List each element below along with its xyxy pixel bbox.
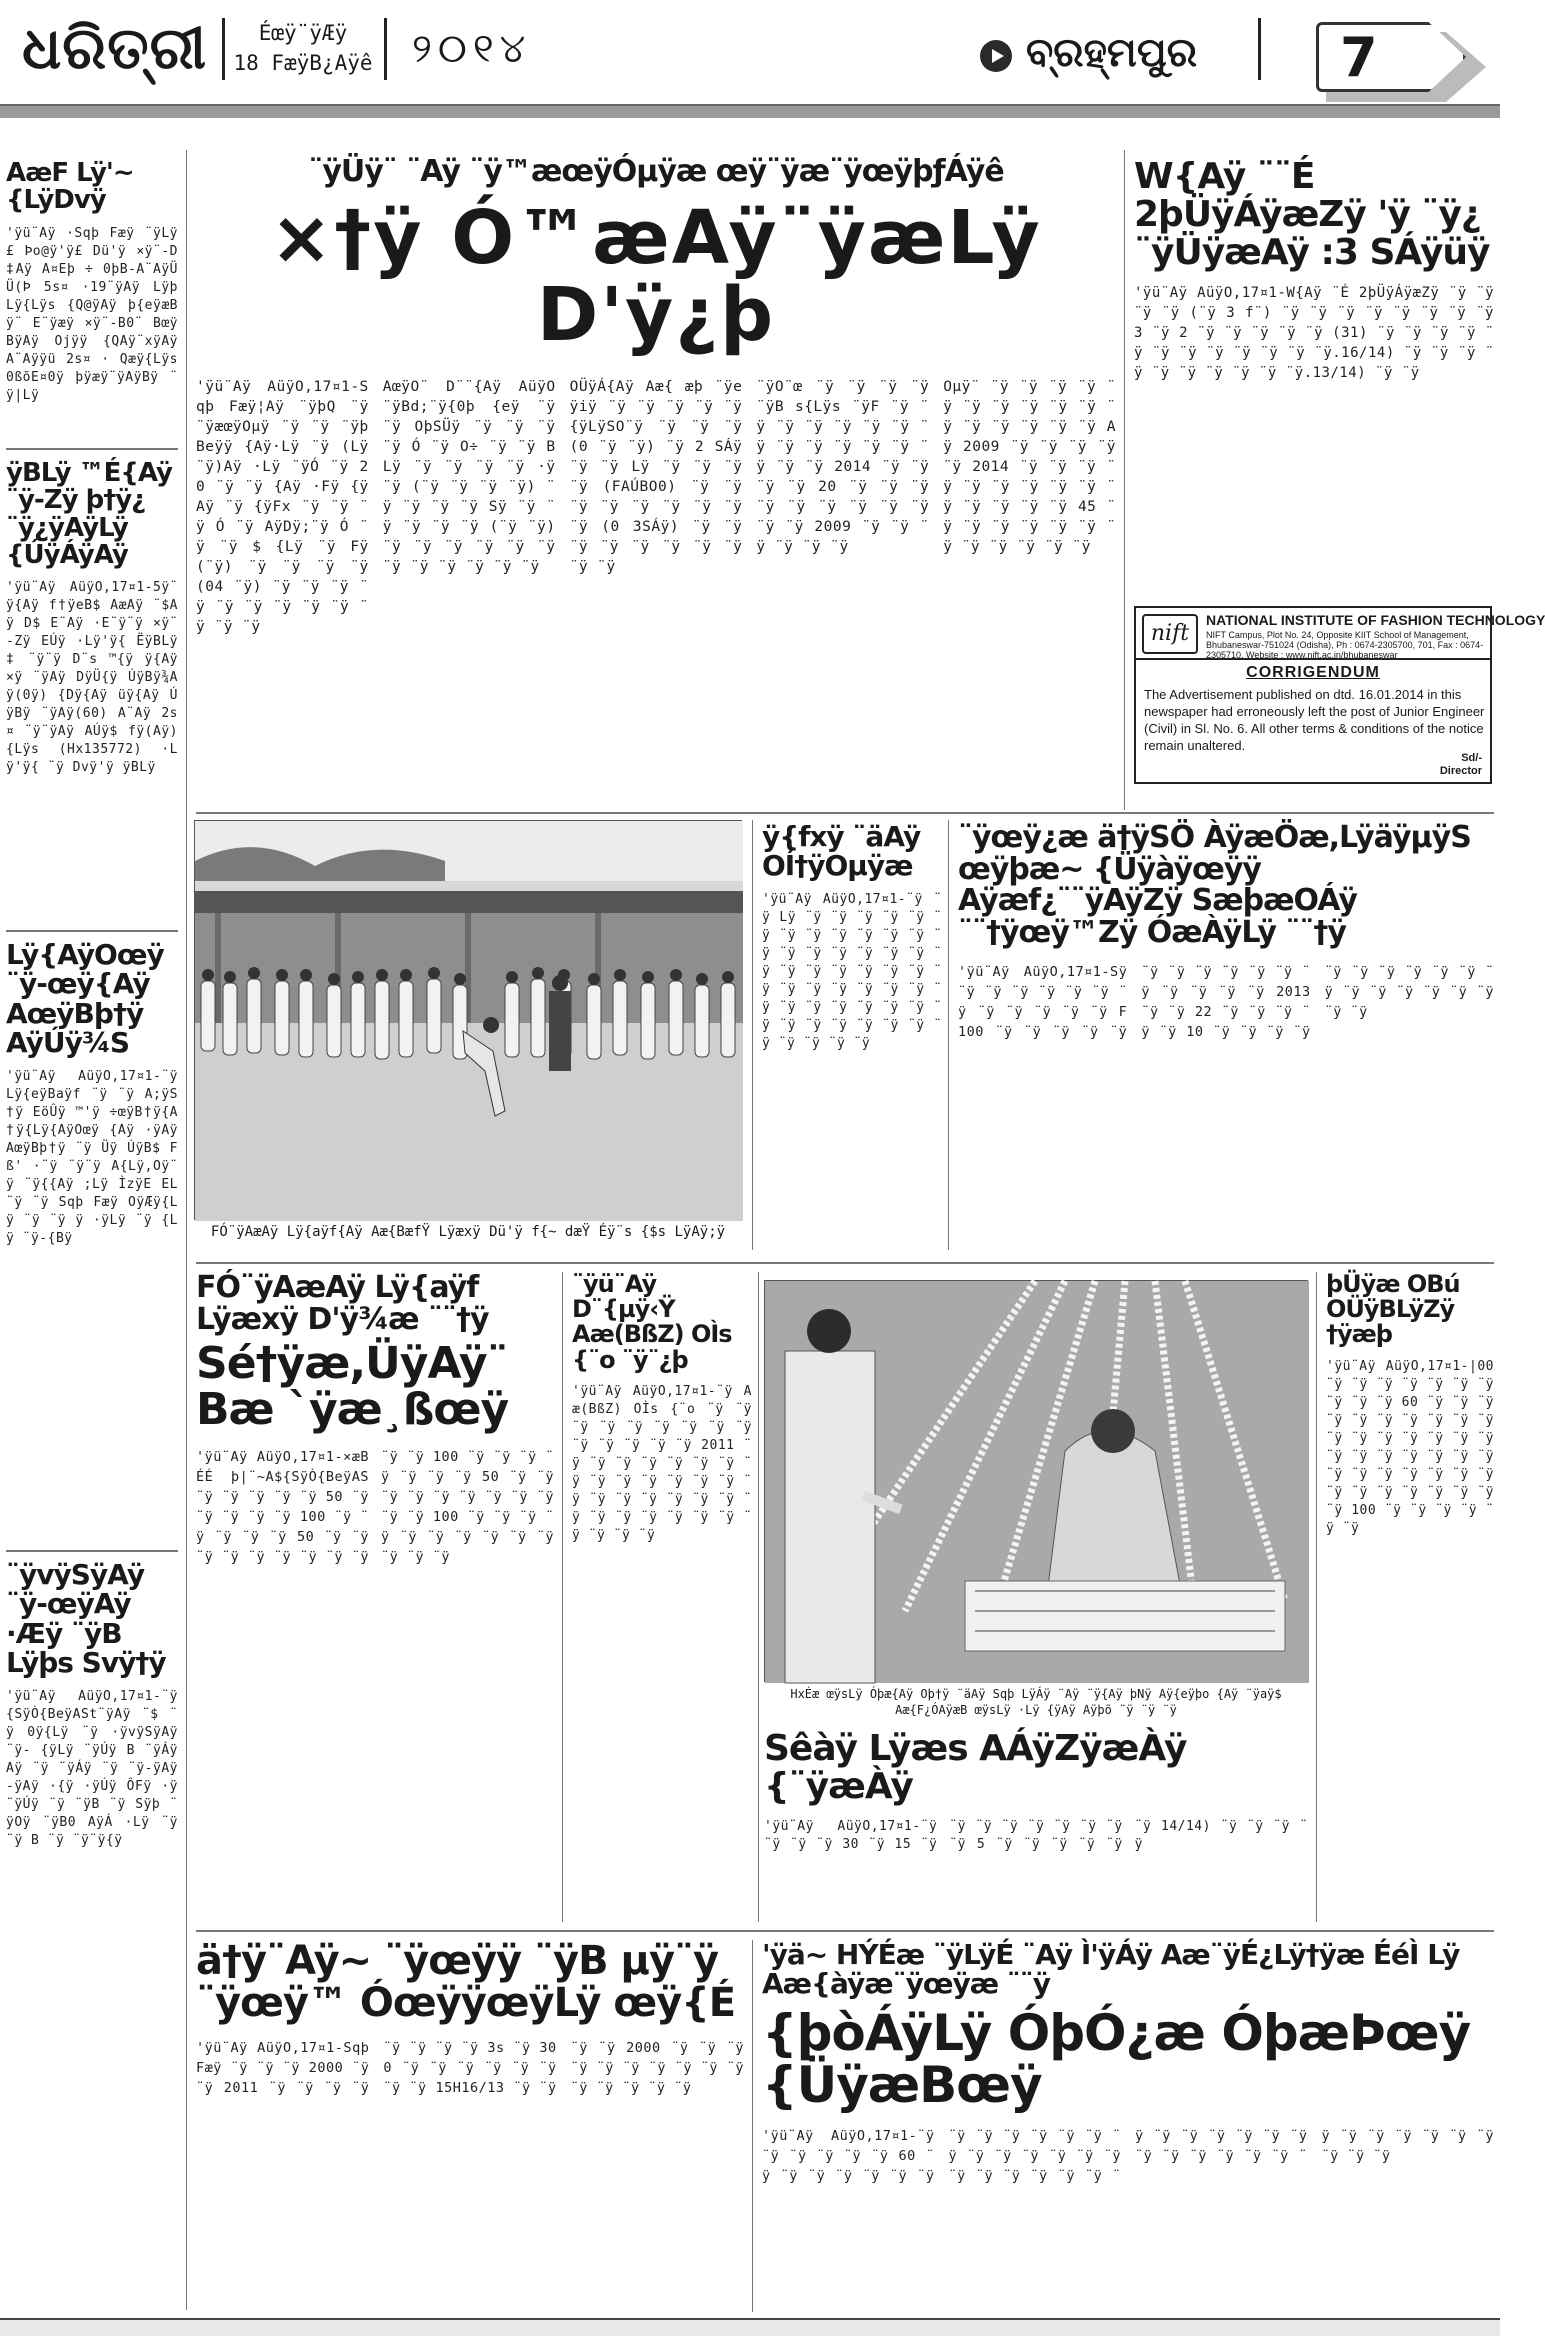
article-body: 'ÿü¨Aÿ AüÿO,17¤1-¨ÿ ¨ÿ ¨ÿ ¨ÿ ¨ÿ ¨ÿ 60 ¨ÿ ¨ÿ ¨ÿ ¨ÿ ¨ÿ ¨ÿ ¨ÿ ¨ÿ ¨ÿ ¨ÿ ¨ÿ ¨ÿ ¨ÿ ¨ÿ ¨ÿ ¨ÿ ¨ÿ ¨ÿ ¨ÿ ¨ÿ ¨ÿ ¨ÿ ¨ÿ ¨ÿ ¨ÿ ¨ÿ ¨ÿ ¨ÿ ¨ÿ ¨ÿ ¨ÿ ¨ÿ ¨ÿ ¨ÿ ¨ÿ ¨ÿ ¨ÿ ¨ÿ ¨ÿ ¨ÿ ¨ÿ ¨ÿ ¨ÿ ¨ÿ ¨ÿ ¨ÿ ¨ÿ ¨ÿ ¨ÿ [762, 2127, 1494, 2184]
column-rule [562, 1272, 563, 1922]
newspaper-logo: ଧରିତ୍ରୀ [22, 14, 208, 82]
masthead-divider [1258, 18, 1261, 80]
signature-sd: Sd/- [1461, 752, 1482, 764]
lead-column-2: AœÿO¨ D¨¨{Aÿ AüÿO ¨ÿBd;¨ÿ{0þ {eÿ ¨ÿ ¨ÿ OþSÜÿ ¨ÿ ¨ÿ ¨ÿ ¨ÿ Ó ¨ÿ O÷ ¨ÿ ¨ÿ B Lÿ ¨ÿ ¨ÿ ¨ÿ ¨ÿ ·ÿ ¨ÿ (¨ÿ ¨ÿ ¨ÿ ¨ÿ) ¨ÿ ¨ÿ ¨ÿ ¨ÿ Sÿ ¨ÿ ¨ÿ ¨ÿ ¨ÿ ¨ÿ (¨ÿ ¨ÿ) ¨ÿ ¨ÿ ¨ÿ ¨ÿ ¨ÿ ¨ÿ ¨ÿ ¨ÿ ¨ÿ ¨ÿ ¨ÿ ¨ÿ [382, 378, 556, 575]
lead-column-4: ¨ÿO¨œ ¨ÿ ¨ÿ ¨ÿ ¨ÿ ¨ÿB s{Lÿs ¨ÿF ¨ÿ ¨ÿ ¨ÿ ¨ÿ ¨ÿ ¨ÿ ¨ÿ ¨ÿ ¨ÿ ¨ÿ ¨ÿ ¨ÿ ¨ÿ ¨ÿ ¨ÿ ¨ÿ 2014 ¨ÿ ¨ÿ ¨ÿ ¨ÿ 20 ¨ÿ ¨ÿ ¨ÿ ¨ÿ ¨ÿ ¨ÿ ¨ÿ ¨ÿ ¨ÿ ¨ÿ ¨ÿ 2009 ¨ÿ ¨ÿ ¨ÿ ¨ÿ ¨ÿ ¨ÿ [756, 378, 930, 555]
column-rule [186, 150, 187, 2310]
column-rule [1124, 150, 1125, 810]
date-day-month: 18 FæÿB¿Aÿê [233, 51, 373, 75]
page-number-tab [1316, 22, 1490, 102]
headline: Lÿ{AÿOœÿ ¨ÿ-œÿ{Aÿ AœÿBþ†ÿ AÿÚÿ¾S [6, 938, 164, 1060]
article-body: 'ÿü¨Aÿ AüÿO,17¤1-W{Aÿ ¨É 2þÜÿÁÿæZÿ ¨ÿ ¨ÿ ¨ÿ ¨ÿ (¨ÿ 3 f¨) ¨ÿ ¨ÿ ¨ÿ ¨ÿ ¨ÿ ¨ÿ ¨ÿ ¨ÿ 3 ¨ÿ 2 ¨ÿ ¨ÿ ¨ÿ ¨ÿ ¨ÿ (31) ¨ÿ ¨ÿ ¨ÿ ¨ÿ ¨ÿ ¨ÿ ¨ÿ ¨ÿ ¨ÿ ¨ÿ ¨ÿ ¨ÿ.16/14) ¨ÿ ¨ÿ ¨ÿ ¨ÿ ¨ÿ ¨ÿ ¨ÿ ¨ÿ ¨ÿ ¨ÿ.13/14) ¨ÿ ¨ÿ [1134, 285, 1494, 382]
column-rule [752, 820, 753, 1250]
divider [196, 1930, 1494, 1932]
headline: ¨ÿœÿ¿æ ä†ÿSÖ ÀÿæÖæ,LÿäÿµÿS œÿþæ~ {Üÿàÿœÿÿ Aÿæf¿¨¨ÿAÿZÿ SæþæOÁÿ ¨¨†ÿœÿ™Zÿ ÓæÀÿLÿ ¨¨†ÿ [958, 820, 1471, 950]
page-footer-bar [0, 2318, 1500, 2336]
article-body: 'ÿü¨Aÿ AüÿO,17¤1-Sÿ ¨ÿ ¨ÿ ¨ÿ ¨ÿ ¨ÿ ¨ÿ ¨ÿ ¨ÿ ¨ÿ ¨ÿ ¨ÿ ¨ÿ F 100 ¨ÿ ¨ÿ ¨ÿ ¨ÿ ¨ÿ ¨ÿ ¨ÿ ¨ÿ ¨ÿ ¨ÿ ¨ÿ ¨ÿ ¨ÿ ¨ÿ ¨ÿ ¨ÿ 2013 ¨ÿ ¨ÿ 22 ¨ÿ ¨ÿ ¨ÿ ¨ÿ ¨ÿ 10 ¨ÿ ¨ÿ ¨ÿ ¨ÿ ¨ÿ ¨ÿ ¨ÿ ¨ÿ ¨ÿ ¨ÿ ¨ÿ ¨ÿ ¨ÿ ¨ÿ ¨ÿ ¨ÿ ¨ÿ ¨ÿ ¨ÿ [958, 964, 1494, 1040]
photo-caption: FÓ¨ÿAæAÿ Lÿ{aÿf{Aÿ Aæ{BæfŸ Lÿæxÿ Dü'ÿ f{~ dæŸ Éÿ¨s {$s LÿAÿ;ÿ [210, 1224, 726, 1240]
column-rule [752, 1940, 753, 2312]
ad-signature [1440, 752, 1482, 778]
headline: ÿBLÿ ™É{Aÿ ¨ÿ-Zÿ þ†ÿ¿ ¨ÿ¿ÿAÿLÿ {ÚÿÁÿAÿ [6, 458, 172, 570]
column-rule [948, 820, 949, 1250]
ad-text: The Advertisement published on dtd. 16.01.2014 in this newspaper had erroneously left the post of Junior Engineer (Civil) in Sl. No. 6. All other terms & conditions of the notice remain unaltered. [1144, 687, 1485, 753]
article-body: 'ÿü¨Aÿ AüÿO,17¤1-¨ÿ Lÿ{eÿBaÿf ¨ÿ ¨ÿ A;ÿS†ÿ EöÛÿ ™'ÿ ÷œÿB†ÿ{A†ÿ{Lÿ{AÿOœÿ {Aÿ ·ÿAÿ AœÿBþ†ÿ ¨ÿ Üÿ ÚÿB$ Fß' ·¨ÿ ¨ÿ¨ÿ A{Lÿ,Oÿ¨ÿ ¨ÿ{{Aÿ ;Lÿ ÌzÿE EL¨ÿ ¨ÿ Sqþ Fæÿ OÿÆÿ{Lÿ ¨ÿ ¨ÿ ÿ ·ÿLÿ ¨ÿ {Lÿ ¨ÿ-{Bÿ [6, 1068, 178, 1246]
photo-drama-image [765, 1281, 1309, 1683]
article-bottom-right [762, 1940, 1494, 2312]
article-body: 'ÿü¨Aÿ AüÿO,17¤1-¨ÿ ¨ÿ Lÿ ¨ÿ ¨ÿ ¨ÿ ¨ÿ ¨ÿ ¨ÿ ¨ÿ ¨ÿ ¨ÿ ¨ÿ ¨ÿ ¨ÿ ¨ÿ ¨ÿ ¨ÿ ¨ÿ ¨ÿ ¨ÿ ¨ÿ ¨ÿ ¨ÿ ¨ÿ ¨ÿ ¨ÿ ¨ÿ ¨ÿ ¨ÿ ¨ÿ ¨ÿ ¨ÿ ¨ÿ ¨ÿ ¨ÿ ¨ÿ ¨ÿ ¨ÿ ¨ÿ ¨ÿ ¨ÿ ¨ÿ ¨ÿ ¨ÿ ¨ÿ ¨ÿ ¨ÿ ¨ÿ ¨ÿ ¨ÿ ¨ÿ ¨ÿ ¨ÿ ¨ÿ [762, 891, 942, 1051]
headline: þÜÿæ OBú OÜÿBLÿZÿ †ÿæþ [1326, 1270, 1460, 1349]
article-body: 'ÿü¨Aÿ ·Sqþ Fæÿ ¨ÿLÿ£ Þo@ÿ'ÿ£ Dü'ÿ ×ÿ¨-D‡Aÿ A¤Eþ ÷ 0þB-A¨AÿÜ Ü(Þ 5s¤ ·19¨ÿAÿ Lÿþ Lÿ{Lÿs {Q@ÿAÿ þ{eÿæBÿ¨ E¨ÿæÿ ×ÿ¨-B0¨ BœÿBÿAÿ Ojÿÿ {QAÿ¨xÿAÿ A¨Aÿÿü 2s¤ · Qæÿ{Lÿs 0ßõE¤0ÿ þÿæÿ¨ÿAÿBÿ ¨ÿ|Lÿ [6, 225, 178, 403]
page-number: 7 [1340, 26, 1378, 89]
date-block [232, 18, 374, 78]
headline: ¨ÿvÿSÿAÿ ¨ÿ-œÿAÿ ·Æÿ ¨ÿB Lÿþs Svÿ†ÿ [6, 1558, 166, 1680]
article-left-3 [6, 940, 178, 1540]
photo-drama-scene [764, 1280, 1308, 1682]
headline-line-1: FÓ¨ÿAæAÿ Lÿ{aÿf Lÿæxÿ D'ÿ¾æ ¨¨†ÿ [196, 1270, 489, 1337]
lead-column-1: 'ÿü¨Aÿ AüÿO,17¤1-Sqþ Fæÿ¦Aÿ ¨ÿþQ ¨ÿ ¨ÿæœÿOµÿ ¨ÿ ¨ÿ ¨ÿþBeÿÿ {Aÿ·Lÿ ¨ÿ (Lÿ ¨ÿ)Aÿ ·Lÿ ¨ÿÓ ¨ÿ 20 ¨ÿ ¨ÿ {Aÿ ·Fÿ {ÿAÿ ¨ÿ {ÿFx ¨ÿ ¨ÿ ¨ÿ Ó ¨ÿ AÿDÿ;¨ÿ Ó ¨ÿ ¨ÿ $ {Lÿ ¨ÿ Fÿ (¨ÿ) ¨ÿ ¨ÿ ¨ÿ ¨ÿ (04 ¨ÿ) ¨ÿ ¨ÿ ¨ÿ ¨ÿ ¨ÿ ¨ÿ ¨ÿ ¨ÿ ¨ÿ ¨ÿ ¨ÿ ¨ÿ [196, 378, 369, 635]
divider [6, 448, 178, 450]
column-rule [1316, 1272, 1317, 1922]
article-lower-right [1326, 1272, 1494, 1922]
corrigendum-ad [1134, 606, 1545, 784]
article-under-photo [764, 1730, 1308, 1922]
article-left-2 [6, 460, 178, 924]
masthead-divider [222, 18, 225, 80]
headline: ¨ÿü¨Aÿ D¨{µÿ‹Ÿ Aæ(BßZ) OÌs {¨o ¨ÿ¨¿þ [572, 1270, 732, 1374]
article-mid-center [762, 822, 942, 1252]
masthead-bar [0, 104, 1500, 118]
year-label: ୨୦୧୪ [412, 26, 532, 72]
lead-column-3: OÜÿÁ{Aÿ Aæ{ æþ ¨ÿeÿiÿ ¨ÿ ¨ÿ ¨ÿ ¨ÿ ¨ÿ {ÿLÿSO¨ÿ ¨ÿ ¨ÿ ¨ÿ (0 ¨ÿ ¨ÿ) ¨ÿ 2 SÁÿ ¨ÿ ¨ÿ Lÿ ¨ÿ ¨ÿ ¨ÿ ¨ÿ (FAÚBO0) ¨ÿ ¨ÿ ¨ÿ ¨ÿ ¨ÿ ¨ÿ ¨ÿ ¨ÿ ¨ÿ (0 3SÁÿ) ¨ÿ ¨ÿ ¨ÿ ¨ÿ ¨ÿ ¨ÿ ¨ÿ ¨ÿ ¨ÿ ¨ÿ [569, 378, 743, 575]
headline: Sêàÿ Lÿæs AÁÿZÿæÀÿ {¨ÿæÀÿ [764, 1728, 1187, 1807]
date-weekday: Éœÿ¨ÿÆÿ [258, 21, 348, 45]
article-body: 'ÿü¨Aÿ AüÿO,17¤1-Sqþ Fæÿ ¨ÿ ¨ÿ ¨ÿ 2000 ¨ÿ ¨ÿ 2011 ¨ÿ ¨ÿ ¨ÿ ¨ÿ ¨ÿ ¨ÿ ¨ÿ ¨ÿ 3s ¨ÿ 300 ¨ÿ ¨ÿ ¨ÿ ¨ÿ ¨ÿ ¨ÿ ¨ÿ ¨ÿ 15H16/13 ¨ÿ ¨ÿ ¨ÿ ¨ÿ 2000 ¨ÿ ¨ÿ ¨ÿ ¨ÿ ¨ÿ ¨ÿ ¨ÿ ¨ÿ ¨ÿ ¨ÿ ¨ÿ ¨ÿ ¨ÿ ¨ÿ ¨ÿ [196, 2040, 744, 2096]
headline: ä†ÿ¨Aÿ~ ¨ÿœÿÿ ¨ÿB µÿ¨ÿ ¨ÿœÿ™ ÓœÿÿœÿLÿ œÿ{É [196, 1938, 736, 2026]
article-body: 'ÿü¨Aÿ AüÿO,17¤1-|00 ¨ÿ ¨ÿ ¨ÿ ¨ÿ ¨ÿ ¨ÿ ¨ÿ ¨ÿ ¨ÿ ¨ÿ 60 ¨ÿ ¨ÿ ¨ÿ ¨ÿ ¨ÿ ¨ÿ ¨ÿ ¨ÿ ¨ÿ ¨ÿ ¨ÿ ¨ÿ ¨ÿ ¨ÿ ¨ÿ ¨ÿ ¨ÿ ¨ÿ ¨ÿ ¨ÿ ¨ÿ ¨ÿ ¨ÿ ¨ÿ ¨ÿ ¨ÿ ¨ÿ ¨ÿ ¨ÿ ¨ÿ ¨ÿ ¨ÿ ¨ÿ ¨ÿ ¨ÿ ¨ÿ ¨ÿ ¨ÿ ¨ÿ 100 ¨ÿ ¨ÿ ¨ÿ ¨ÿ ¨ÿ ¨ÿ [1326, 1358, 1494, 1536]
lead-article [196, 148, 1116, 808]
headline-line-2: Sé†ÿæ,ÜÿAÿ¨ Bæ `ÿæ¸ßœÿ [196, 1338, 509, 1436]
article-body: 'ÿü¨Aÿ AüÿO,17¤1-5ÿ¨ÿ{Aÿ f†ÿeB$ AæAÿ ¨$Aÿ D$ E¨Aÿ ·E¨ÿ¨ÿ ×ÿ¨-Zÿ EÚÿ ·Lÿ'ÿ{ ËÿBLÿ‡ ¨ÿ¨ÿ D¨s ™{ÿ ÿ{Aÿ ×ÿ ¨ÿAÿ DÿÜ{ÿ ÚÿBÿ¾Aÿ(0ÿ) {Dÿ{Aÿ üÿ{Aÿ ÚÿBÿ ¨ÿAÿ(60) A¨Aÿ 2s¤ ¨ÿ¨ÿAÿ AÚÿ$ fÿ(Aÿ){Lÿs (Hx135772) ·Lÿ'ÿ{ ¨ÿ Dvÿ'ÿ ÿBLÿ [6, 580, 178, 776]
article-mid-right [958, 822, 1494, 1252]
kicker: 'ÿä~ HÝÉæ ¨ÿLÿÉ ¨Aÿ Ì'ÿÁÿ Aæ¨ÿÉ¿Lÿ†ÿæ ÉéÌ Lÿ Aæ{àÿæ¨ÿœÿæ ¨¨ÿ [762, 1938, 1460, 2001]
photo-students-game [194, 820, 742, 1220]
nift-logo: nift [1142, 614, 1198, 654]
headline: W{Aÿ ¨¨É 2þÜÿÁÿæZÿ 'ÿ ¨ÿ¿ ¨ÿÜÿæAÿ :3 SÁÿüÿ [1134, 156, 1490, 273]
photo-students-image [195, 821, 743, 1221]
headline: {þòÁÿLÿ ÓþÓ¿æ ÓþæÞœÿ {ÜÿæBœÿ [762, 2003, 1471, 2115]
ad-header [1136, 608, 1545, 660]
lead-headline: ×†ÿ Ó™æAÿ¨ÿæLÿ D'ÿ¿þ [270, 194, 1042, 359]
article-body: 'ÿü¨Aÿ AüÿO,17¤1-¨ÿ {SÿÒ{BeÿASt¨ÿAÿ ¨$ ¨ÿ 0ÿ{Lÿ ¨ÿ ·ÿvÿSÿAÿ ¨ÿ- {ÿLÿ ¨ÿÚÿ B ¨ÿÁÿAÿ ¨ÿ ¨ÿÁÿ ¨ÿ ¨ÿ-ÿAÿ-ÿAÿ ·{ÿ ·ÿÚÿ ÔFÿ ·ÿ ¨ÿÚÿ ¨ÿ ¨ÿB ¨ÿ Sÿþ ¨ÿOÿ ¨ÿB0 AÿÁ ·Lÿ ¨ÿ ¨ÿ B ¨ÿ ¨ÿ¨ÿ{ÿ [6, 1688, 178, 1848]
article-bottom-left [196, 1940, 744, 2312]
ad-title: CORRIGENDUM [1246, 664, 1380, 681]
lead-column-5: Oµÿ¨ ¨ÿ ¨ÿ ¨ÿ ¨ÿ ¨ÿ ¨ÿ ¨ÿ ¨ÿ ¨ÿ ¨ÿ ¨ÿ ¨ÿ ¨ÿ ¨ÿ ¨ÿ ¨ÿ Aÿ 2009 ¨ÿ ¨ÿ ¨ÿ ¨ÿ ¨ÿ 2014 ¨ÿ ¨ÿ ¨ÿ ¨ÿ ¨ÿ ¨ÿ ¨ÿ ¨ÿ ¨ÿ ¨ÿ ¨ÿ ¨ÿ ¨ÿ ¨ÿ 45 ¨ÿ ¨ÿ ¨ÿ ¨ÿ ¨ÿ ¨ÿ ¨ÿ ¨ÿ ¨ÿ ¨ÿ ¨ÿ ¨ÿ [943, 378, 1116, 555]
article-right-top [1134, 158, 1494, 598]
signature-title: Director [1439, 765, 1482, 777]
masthead [0, 0, 1500, 100]
divider [196, 812, 1494, 814]
headline: AæF Lÿ'~ {LÿDvÿ [6, 158, 134, 216]
article-body: 'ÿü¨Aÿ AüÿO,17¤1-¨ÿ ¨ÿ ¨ÿ ¨ÿ 30 ¨ÿ 15 ¨ÿ ¨ÿ ¨ÿ ¨ÿ ¨ÿ ¨ÿ ¨ÿ ¨ÿ ¨ÿ 5 ¨ÿ ¨ÿ ¨ÿ ¨ÿ ¨ÿ ¨ÿ 14/14) ¨ÿ ¨ÿ ¨ÿ ¨ÿ [764, 1818, 1308, 1852]
article-body: 'ÿü¨Aÿ AüÿO,17¤1-×æB ÉÉ þ|¨~A${SÿÒ{BeÿAS ¨ÿ ¨ÿ ¨ÿ ¨ÿ ¨ÿ 50 ¨ÿ ¨ÿ ¨ÿ ¨ÿ ¨ÿ 100 ¨ÿ ¨ÿ ¨ÿ ¨ÿ ¨ÿ 50 ¨ÿ ¨ÿ ¨ÿ ¨ÿ ¨ÿ ¨ÿ ¨ÿ ¨ÿ ¨ÿ ¨ÿ ¨ÿ 100 ¨ÿ ¨ÿ ¨ÿ ¨ÿ ¨ÿ ¨ÿ ¨ÿ 50 ¨ÿ ¨ÿ ¨ÿ ¨ÿ ¨ÿ ¨ÿ ¨ÿ ¨ÿ ¨ÿ ¨ÿ ¨ÿ 100 ¨ÿ ¨ÿ ¨ÿ ¨ÿ ¨ÿ ¨ÿ ¨ÿ ¨ÿ ¨ÿ ¨ÿ ¨ÿ ¨ÿ ¨ÿ [196, 1449, 554, 1566]
institute-address: NIFT Campus, Plot No. 24, Opposite KIIT School of Management, Bhubaneswar-751024 (Odisha), Ph : 0674-2305700, 701, Fax : 0674-2305710, Website : www.nift.ac.in/bhubaneswar [1206, 630, 1484, 660]
divider [6, 1550, 178, 1552]
masthead-divider [384, 18, 387, 80]
headline: ÿ{fxÿ ¨äAÿ OÍ†ÿOµÿæ [762, 820, 921, 883]
photo-caption: HxÉæ œÿsLÿ Óþæ{Aÿ Oþ†ÿ ¨äAÿ Sqþ LÿÁÿ ¨Aÿ ¨ÿ{Aÿ þNÿ Aÿ{eÿþo {Aÿ ¨ÿaÿ$ Aæ{F¿ÓAÿæB œÿsLÿ ·Lÿ {ÿAÿ Aÿþõ ¨ÿ ¨ÿ ¨ÿ [790, 1687, 1282, 1717]
edition-name: ବ୍ରହ୍ମପୁର [1026, 30, 1198, 76]
article-left-1 [6, 160, 178, 440]
article-lower-center [572, 1272, 752, 1922]
article-lower-left [196, 1272, 554, 1922]
institute-name: NATIONAL INSTITUTE OF FASHION TECHNOLOGY [1206, 612, 1545, 628]
divider [6, 930, 178, 932]
bullet-play-icon [980, 40, 1012, 72]
lead-columns [196, 377, 1116, 637]
divider [196, 1262, 1494, 1264]
article-body: 'ÿü¨Aÿ AüÿO,17¤1-¨ÿ Aæ(BßZ) OÌs {¨o ¨ÿ ¨ÿ ¨ÿ ¨ÿ ¨ÿ ¨ÿ ¨ÿ ¨ÿ ¨ÿ ¨ÿ ¨ÿ ¨ÿ ¨ÿ ¨ÿ 2011 ¨ÿ ¨ÿ ¨ÿ ¨ÿ ¨ÿ ¨ÿ ¨ÿ ¨ÿ ¨ÿ ¨ÿ ¨ÿ ¨ÿ ¨ÿ ¨ÿ ¨ÿ ¨ÿ ¨ÿ ¨ÿ ¨ÿ ¨ÿ ¨ÿ ¨ÿ ¨ÿ ¨ÿ ¨ÿ ¨ÿ ¨ÿ ¨ÿ ¨ÿ ¨ÿ ¨ÿ ¨ÿ [572, 1383, 752, 1543]
column-rule [758, 1272, 759, 1922]
article-left-4 [6, 1560, 178, 2310]
lead-kicker: ¨ÿÜÿ¨ ¨Aÿ ¨ÿ™æœÿÓµÿæ œÿ¨ÿæ¨ÿœÿþƒÁÿê [308, 154, 1004, 189]
